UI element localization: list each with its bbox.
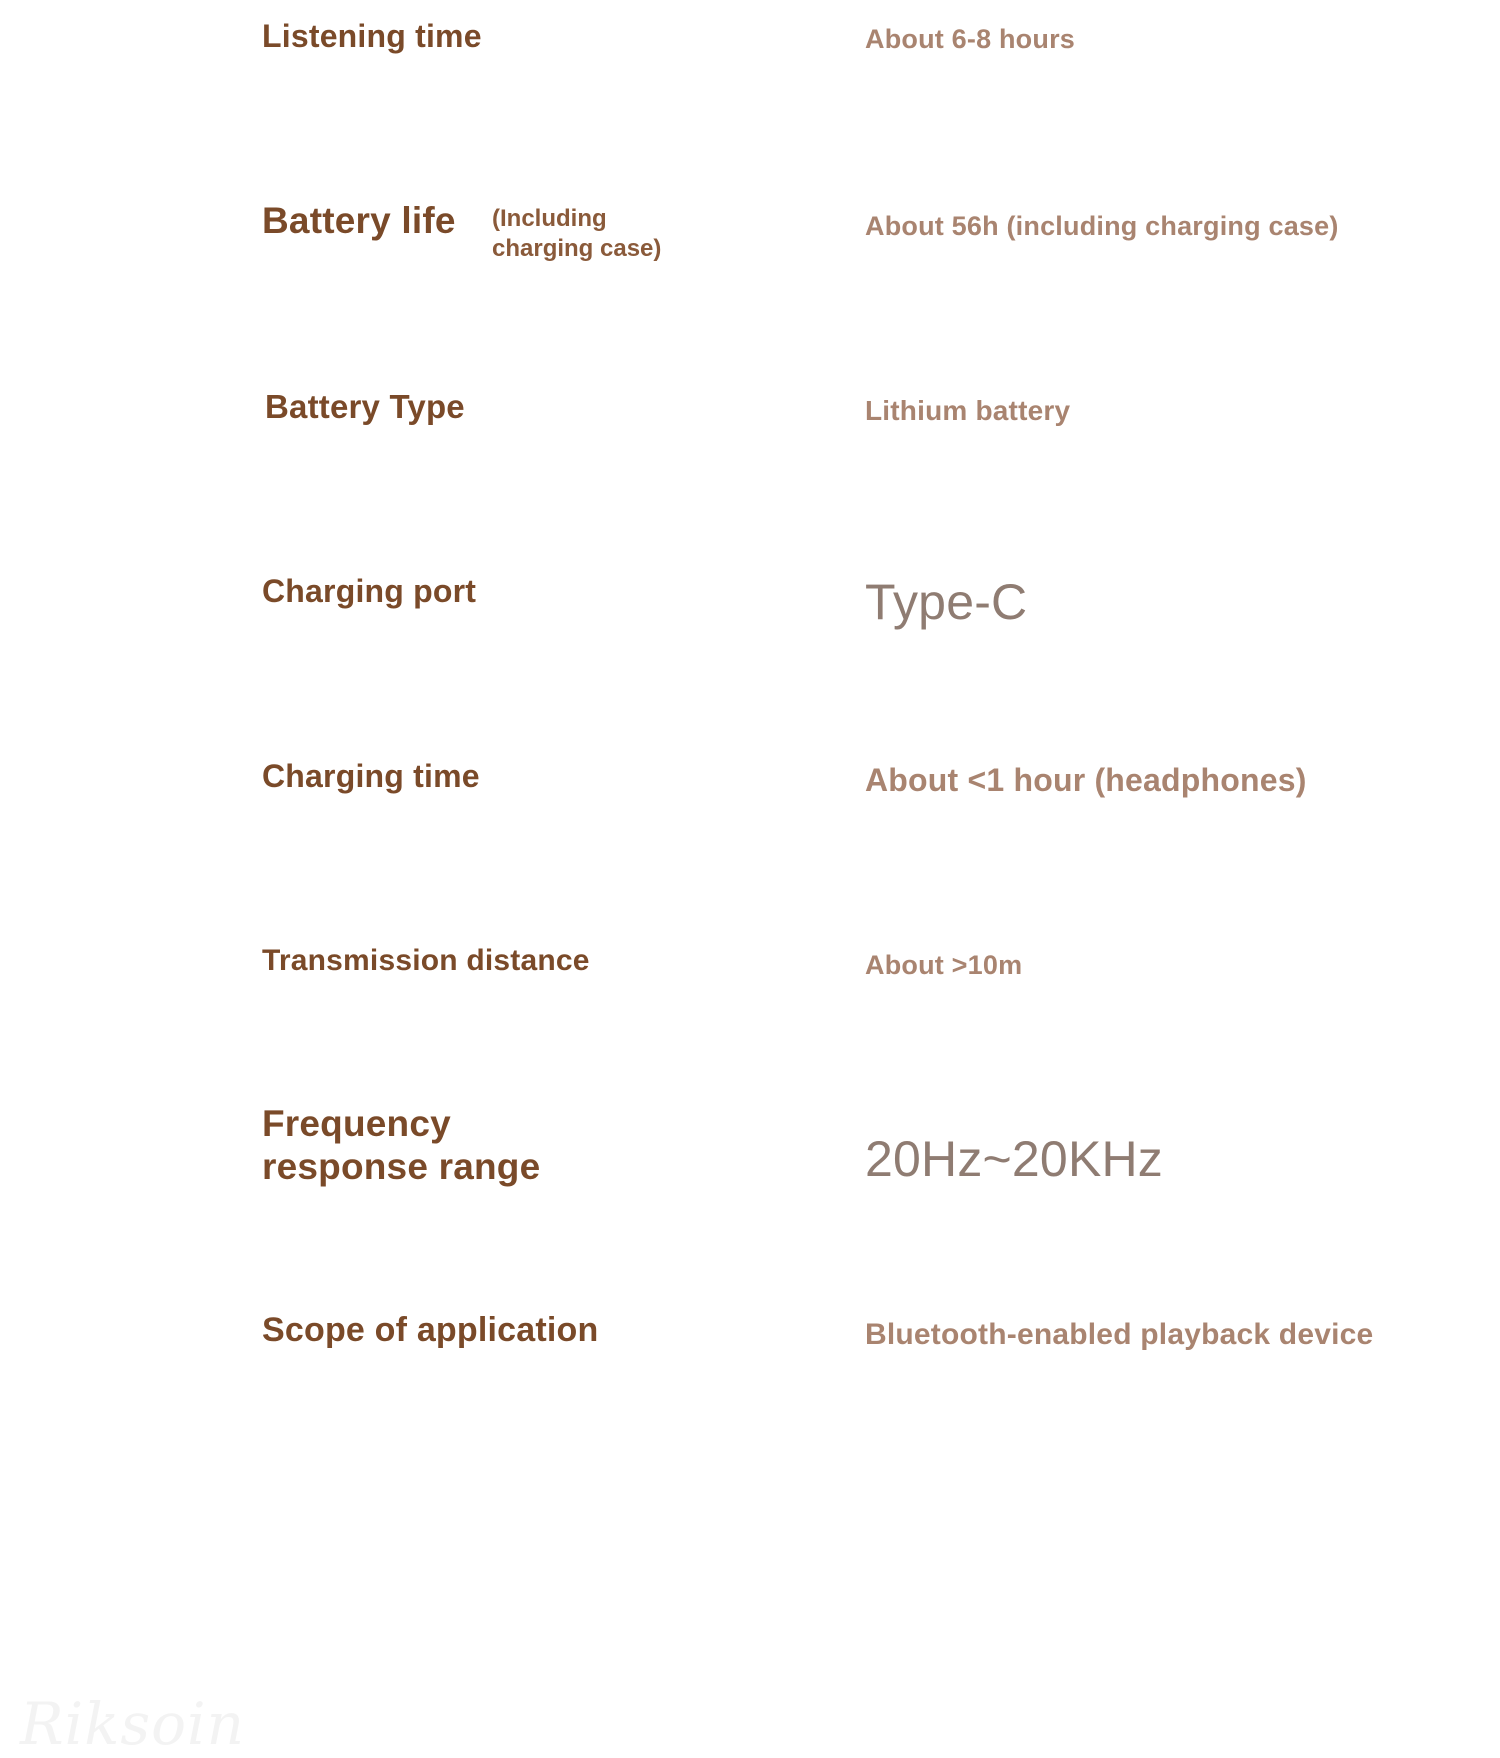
watermark-logo: Riksoin <box>20 1690 245 1758</box>
spec-label: Listening time <box>262 18 482 54</box>
spec-label: Frequency response range <box>262 1103 541 1187</box>
spec-sub-label: (Including charging case) <box>492 205 662 262</box>
spec-label: Battery life <box>262 200 456 241</box>
spec-value: Type-C <box>865 574 1028 630</box>
spec-value: 20Hz~20KHz <box>865 1131 1163 1187</box>
spec-label: Battery Type <box>265 388 465 425</box>
spec-value: Bluetooth-enabled playback device <box>865 1318 1374 1351</box>
spec-value: About >10m <box>865 950 1023 980</box>
spec-value: About <1 hour (headphones) <box>865 762 1307 798</box>
spec-value: About 6-8 hours <box>865 24 1075 54</box>
spec-label: Transmission distance <box>262 944 590 977</box>
spec-label: Scope of application <box>262 1311 599 1349</box>
spec-label: Charging time <box>262 758 480 794</box>
spec-value: Lithium battery <box>865 395 1071 426</box>
spec-label: Charging port <box>262 573 477 609</box>
spec-value: About 56h (including charging case) <box>865 211 1339 241</box>
